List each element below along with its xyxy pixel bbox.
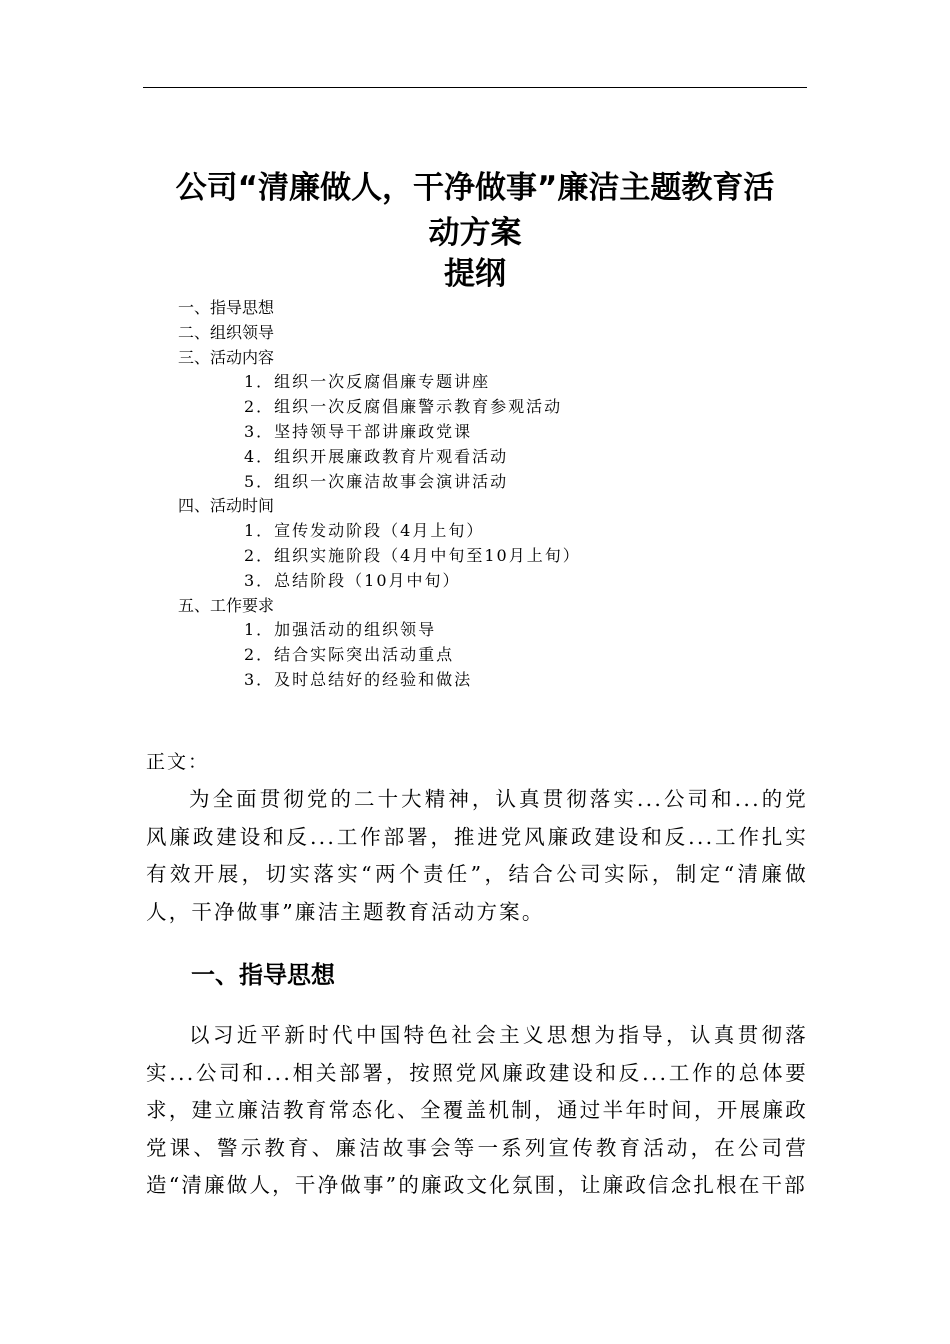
outline-item: 2．组织一次反腐倡廉警示教育参观活动: [244, 397, 563, 417]
document-title: [143, 166, 807, 256]
outline-list: [178, 296, 798, 693]
outline-section-2: 二、组织领导: [178, 322, 275, 342]
outline-item: 3．坚持领导干部讲廉政党课: [244, 421, 473, 441]
outline-item: 2．结合实际突出活动重点: [244, 645, 455, 665]
outline-section-4: 四、活动时间: [178, 496, 275, 516]
outline-item: 1．组织一次反腐倡廉专题讲座: [244, 372, 491, 392]
intro-paragraph: 为全面贯彻党的二十大精神，认真贯彻落实...公司和...的党风廉政建设和反...工作部署，推进党风廉政建设和反...工作扎实有效开展，切实落实“两个责任”，结合公司实际，制定“清廉做人，干净做事”廉洁主题教育活动方案。: [146, 787, 808, 924]
outline-item: 3．及时总结好的经验和做法: [244, 669, 473, 689]
outline-item: 4．组织开展廉政教育片观看活动: [244, 446, 509, 466]
outline-item: 3．总结阶段（10月中旬）: [244, 570, 461, 590]
outline-item: 2．组织实施阶段（4月中旬至10月上旬）: [244, 545, 581, 565]
title-line-2: 动方案: [428, 215, 522, 251]
outline-section-1: 一、指导思想: [178, 298, 275, 317]
header-rule: [143, 87, 807, 88]
outline-item: 1．宣传发动阶段（4月上旬）: [244, 521, 485, 541]
outline-item: 5．组织一次廉洁故事会演讲活动: [244, 471, 509, 491]
outline-title: 提纲: [444, 256, 506, 292]
outline-item: 1．加强活动的组织领导: [244, 620, 437, 640]
section-1-paragraph: 以习近平新时代中国特色社会主义思想为指导，认真贯彻落实...公司和...相关部署，按照党风廉政建设和反...工作的总体要求，建立廉洁教育常态化、全覆盖机制，通过半年时间，开展廉政党课、警示教育、廉洁故事会等一系列宣传教育活动，在公司营造“清廉做人，干净做事”的廉政文化氛围，让廉政信念扎根在干部: [146, 1023, 808, 1197]
title-line-1: 公司“清廉做人，干净做事”廉洁主题教育活: [175, 170, 775, 206]
body-label: 正文：: [146, 751, 210, 773]
section-heading-guiding-ideology: 一、指导思想: [191, 961, 335, 989]
outline-section-3: 三、活动内容: [178, 347, 275, 367]
outline-section-5: 五、工作要求: [178, 595, 275, 615]
